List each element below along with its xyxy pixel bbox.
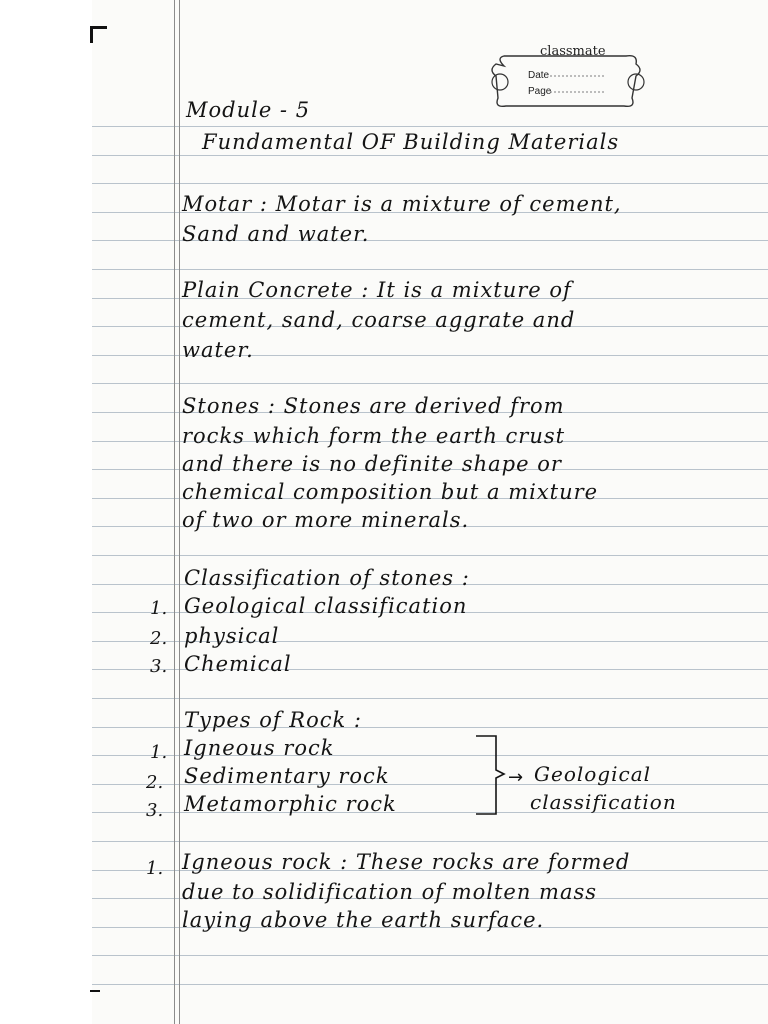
- classification-heading: Classification of stones :: [184, 566, 470, 590]
- concrete-line-3: water.: [182, 338, 254, 362]
- igneous-line-2: due to solidification of molten mass: [182, 880, 598, 904]
- module-title: Module - 5: [186, 98, 311, 122]
- rock-type-item: Sedimentary rock: [184, 764, 390, 788]
- list-number: 2.: [150, 628, 168, 649]
- rock-type-item: Igneous rock: [184, 736, 335, 760]
- stones-line-5: of two or more minerals.: [182, 508, 470, 532]
- bracket: [474, 732, 510, 818]
- geological-label: classification: [530, 790, 677, 814]
- rock-type-item: Metamorphic rock: [184, 792, 397, 816]
- stones-line-2: rocks which form the earth crust: [182, 424, 566, 448]
- ruled-line: [92, 183, 768, 184]
- classification-item: Geological classification: [184, 594, 468, 618]
- arrow-icon: →: [508, 767, 524, 788]
- stones-line-4: chemical composition but a mixture: [182, 480, 599, 504]
- ruled-line: [92, 269, 768, 270]
- list-number: 1.: [150, 742, 168, 763]
- ruled-line: [92, 841, 768, 842]
- stones-line-3: and there is no definite shape or: [182, 452, 562, 476]
- list-number: 2.: [146, 772, 164, 793]
- igneous-line-3: laying above the earth surface.: [182, 908, 545, 932]
- margin-line: [179, 0, 180, 1024]
- ruled-line: [92, 555, 768, 556]
- list-number: 3.: [146, 800, 164, 821]
- stones-line-1: Stones : Stones are derived from: [182, 394, 565, 418]
- motar-line-2: Sand and water.: [182, 222, 370, 246]
- ruled-line: [92, 383, 768, 384]
- ruled-line: [92, 955, 768, 956]
- ruled-line: [92, 698, 768, 699]
- ruled-line: [92, 155, 768, 156]
- page-label: Page: [528, 86, 552, 97]
- corner-mark: [90, 26, 107, 43]
- edge-mark: [90, 990, 100, 992]
- classification-item: Chemical: [184, 652, 292, 676]
- igneous-line-1: Igneous rock : These rocks are formed: [182, 850, 631, 874]
- list-number: 1.: [146, 858, 164, 879]
- types-heading: Types of Rock :: [184, 708, 362, 732]
- ruled-line: [92, 984, 768, 985]
- concrete-line-1: Plain Concrete : It is a mixture of: [182, 278, 572, 302]
- brand-name: classmate: [540, 44, 606, 59]
- motar-line-1: Motar : Motar is a mixture of cement,: [182, 192, 622, 216]
- list-number: 3.: [150, 656, 168, 677]
- ruled-line: [92, 126, 768, 127]
- margin-line: [174, 0, 175, 1024]
- geological-label: Geological: [534, 762, 652, 786]
- date-label: Date: [528, 70, 550, 81]
- module-subtitle: Fundamental OF Building Materials: [202, 130, 620, 154]
- classification-item: physical: [184, 624, 280, 648]
- list-number: 1.: [150, 598, 168, 619]
- concrete-line-2: cement, sand, coarse aggrate and: [182, 308, 576, 332]
